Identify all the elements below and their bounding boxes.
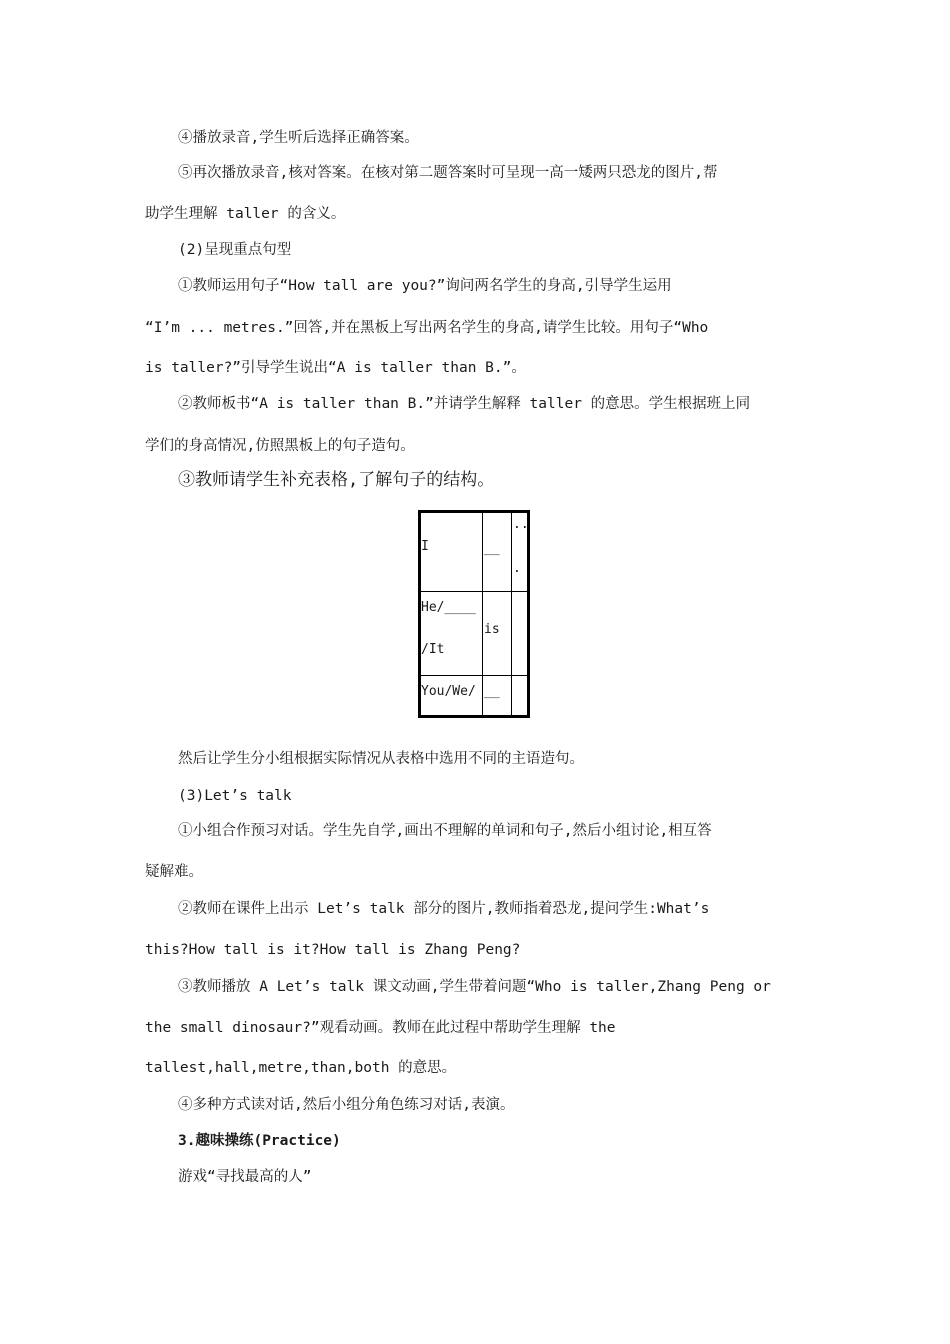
section-heading: 3.趣味操练(Practice) (178, 1133, 341, 1149)
paragraph-line: “I’m ... metres.”回答,并在黑板上写出两名学生的身高,请学生比较。用句子“Who (145, 320, 709, 336)
table-cell: is (484, 622, 500, 637)
sentence-structure-table (418, 510, 530, 718)
paragraph-line: ①小组合作预习对话。学生先自学,画出不理解的单词和句子,然后小组讨论,相互答 (178, 823, 712, 839)
paragraph-line: tallest,hall,metre,than,both 的意思。 (145, 1060, 457, 1076)
table-cell: __ (484, 684, 500, 699)
table-divider (511, 513, 512, 715)
paragraph-line: ④多种方式读对话,然后小组分角色练习对话,表演。 (178, 1097, 515, 1113)
table-cell: He/____ (421, 600, 476, 615)
paragraph-line: 疑解难。 (145, 864, 203, 880)
table-cell: I (421, 539, 429, 554)
table-divider (421, 675, 527, 676)
table-cell: . (513, 561, 521, 576)
table-cell: .. (513, 517, 529, 532)
paragraph-line: ③教师请学生补充表格,了解句子的结构。 (178, 470, 495, 490)
section-heading: (2)呈现重点句型 (178, 242, 292, 258)
table-divider (482, 513, 483, 715)
section-heading: (3)Let’s talk (178, 788, 292, 804)
paragraph-line: 然后让学生分小组根据实际情况从表格中选用不同的主语造句。 (178, 751, 584, 767)
paragraph-line: ⑤再次播放录音,核对答案。在核对第二题答案时可呈现一高一矮两只恐龙的图片,帮 (178, 165, 718, 181)
paragraph-line: 游戏“寻找最高的人” (178, 1169, 312, 1185)
paragraph-line: 助学生理解 taller 的含义。 (145, 206, 346, 222)
paragraph-line: the small dinosaur?”观看动画。教师在此过程中帮助学生理解 the (145, 1020, 616, 1036)
paragraph-line: ③教师播放 A Let’s talk 课文动画,学生带着问题“Who is taller,Zhang Peng or (178, 979, 771, 995)
table-cell: __ (484, 541, 500, 556)
paragraph-line: ①教师运用句子“How tall are you?”询问两名学生的身高,引导学生运用 (178, 278, 672, 294)
paragraph-line: this?How tall is it?How tall is Zhang Peng? (145, 942, 521, 958)
paragraph-line: ②教师在课件上出示 Let’s talk 部分的图片,教师指着恐龙,提问学生:What’s (178, 901, 710, 917)
paragraph-line: is taller?”引导学生说出“A is taller than B.”。 (145, 360, 526, 376)
paragraph-line: 学们的身高情况,仿照黑板上的句子造句。 (145, 438, 415, 454)
table-cell: You/We/ (421, 684, 476, 699)
table-cell: /It (421, 642, 445, 657)
paragraph-line: ②教师板书“A is taller than B.”并请学生解释 taller 的意思。学生根据班上同 (178, 396, 751, 412)
table-divider (421, 591, 527, 592)
paragraph-line: ④播放录音,学生听后选择正确答案。 (178, 130, 419, 146)
